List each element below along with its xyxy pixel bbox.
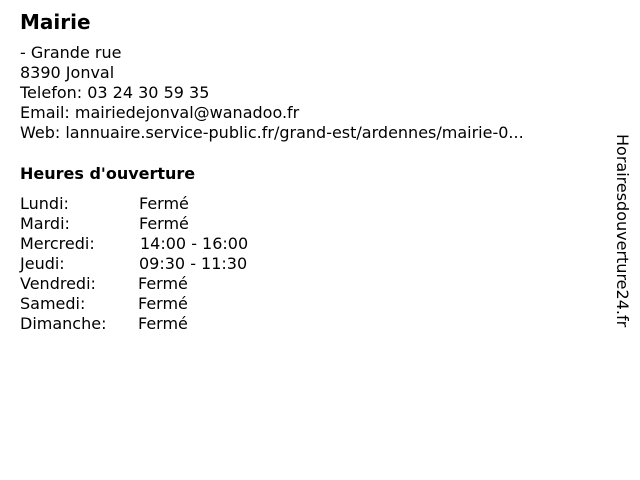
hours-value: 09:30 - 11:30 — [139, 254, 248, 273]
phone-number: Telefon: 03 24 30 59 35 — [20, 83, 210, 102]
day-label: Vendredi: — [20, 274, 96, 293]
day-label: Jeudi: — [20, 254, 65, 273]
hours-value: Fermé — [138, 314, 188, 333]
email-address: Email: mairiedejonval@wanadoo.fr — [20, 103, 300, 122]
hours-value: 14:00 - 16:00 — [140, 234, 249, 253]
site-watermark: Horairesdouverture24.fr — [613, 134, 632, 328]
day-label: Lundi: — [20, 194, 69, 213]
contact-info — [20, 43, 524, 143]
day-label: Mercredi: — [20, 234, 95, 253]
opening-hours-heading: Heures d'ouverture — [20, 164, 196, 183]
website-link[interactable]: Web: lannuaire.service-public.fr/grand-est/ardennes/mairie-0... — [20, 123, 524, 142]
hours-value: Fermé — [139, 214, 189, 233]
day-label: Mardi: — [20, 214, 70, 233]
day-label: Dimanche: — [20, 314, 107, 333]
city-address: 8390 Jonval — [20, 63, 115, 82]
street-address: - Grande rue — [20, 43, 122, 62]
hours-value: Fermé — [138, 274, 188, 293]
hours-value: Fermé — [139, 194, 189, 213]
hours-value: Fermé — [138, 294, 188, 313]
page-title: Mairie — [20, 10, 91, 34]
day-label: Samedi: — [20, 294, 86, 313]
